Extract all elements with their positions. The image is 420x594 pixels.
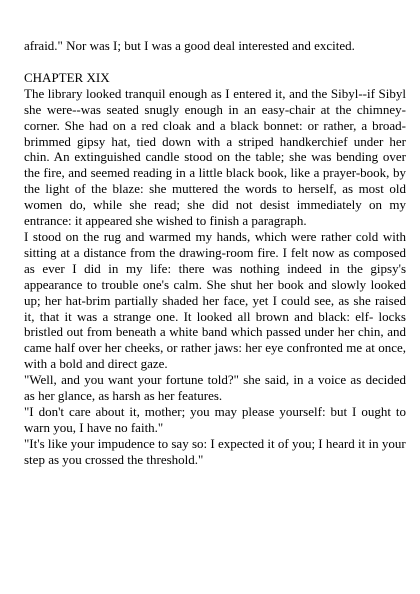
body-paragraph: I stood on the rug and warmed my hands, which were rather cold with sitting at a distance from the drawing-room fire. I felt now as composed as ever I did in my life: there was nothing indeed in the gipsy's appearance to trouble one's calm. She shut her book and slowly looked up; her hat-brim partially shaded her face, yet I could see, as she raised it, that it was a strange one. It looked all brown and black: elf- locks bristled out from beneath a white band which passed under her chin, and came half over her cheeks, or rather jaws: her eye confronted me at once, with a bold and direct gaze.	[24, 228, 406, 372]
body-paragraph: "It's like your impudence to say so: I expected it of you; I heard it in your step as you crossed the threshold."	[24, 435, 406, 467]
body-paragraph: "Well, and you want your fortune told?" she said, in a voice as decided as her glance, as harsh as her features.	[24, 372, 406, 404]
body-paragraph: The library looked tranquil enough as I entered it, and the Sibyl--if Sibyl she were--was seated snugly enough in an easy-chair at the chimney- corner. She had on a red cloak and a black bonnet: or rather, a broad- brimmed gipsy hat, tied down with a striped handkerchief under her chin. An extinguished candle stood on the table; she was bending over the fire, and seemed reading in a little black book, like a prayer-book, by the light of the blaze: she muttered the words to herself, as most old women do, while she read; she did not desist immediately on my entrance: it appeared she wished to finish a paragraph.	[24, 85, 406, 229]
document-page	[24, 38, 406, 468]
chapter-heading: CHAPTER XIX	[24, 69, 110, 85]
opening-paragraph: afraid." Nor was I; but I was a good deal interested and excited.	[24, 38, 355, 53]
section-gap	[24, 54, 406, 70]
body-paragraph: "I don't care about it, mother; you may please yourself: but I ought to warn you, I have no faith."	[24, 403, 406, 435]
